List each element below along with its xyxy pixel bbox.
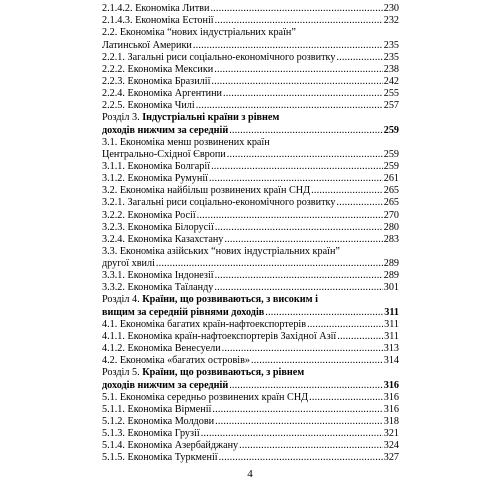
toc-entry-label: Індустріальні країни з рівнем xyxy=(142,112,280,124)
toc-page-number: 242 xyxy=(383,75,399,87)
toc-entry-label: 4.1. Економіка багатих країн-нафтоекспортерів xyxy=(102,318,307,330)
toc-page-number: 311 xyxy=(384,318,399,330)
toc-entry-label: 3.3. Економіка азійських “нових індустріальних країн” xyxy=(102,245,340,257)
toc-entry xyxy=(102,234,399,246)
toc-entry xyxy=(102,440,399,452)
dot-leader xyxy=(156,258,383,270)
toc-entry-label: 5.1.5. Економіка Туркменії xyxy=(102,452,218,464)
dot-leader xyxy=(214,282,382,294)
toc-entry-label: 2.1.4.2. Економіка Литви xyxy=(102,3,210,15)
dot-leader xyxy=(336,52,382,64)
toc-entry-label: 3.2.1. Загальні риси соціально-економічного розвитку xyxy=(102,197,336,209)
dot-leader xyxy=(215,416,383,428)
toc-entry xyxy=(102,209,399,221)
toc-chapter-heading xyxy=(102,367,399,379)
toc-entry-label: Центрально-Східної Європи xyxy=(102,148,226,160)
dot-leader xyxy=(215,15,383,27)
dot-leader xyxy=(307,319,383,331)
toc-page-number: 313 xyxy=(383,343,399,355)
toc-entry-label: вищим за середній рівнями доходів xyxy=(102,306,265,318)
toc-page-number: 235 xyxy=(383,39,399,51)
toc-chapter-prefix: Розділ 3. xyxy=(102,112,143,124)
toc-page-number: 259 xyxy=(383,124,399,136)
toc-page-number: 235 xyxy=(383,51,399,63)
toc-entry xyxy=(102,331,399,343)
dot-leader xyxy=(239,440,383,452)
toc-entry-label: 3.1. Економіка менш розвинених країн xyxy=(102,136,270,148)
toc-page-number: 265 xyxy=(383,185,399,197)
toc-entry xyxy=(102,173,399,185)
dot-leader xyxy=(211,161,383,173)
toc-chapter-heading xyxy=(102,294,399,306)
toc-page-number: 270 xyxy=(383,209,399,221)
toc-page-number: 259 xyxy=(383,148,399,160)
toc-page-number: 265 xyxy=(383,197,399,209)
toc-entry-label: Країни, що розвиваються, з високим і xyxy=(142,294,318,306)
toc-section-heading xyxy=(102,246,399,258)
dot-leader xyxy=(265,307,383,319)
toc-page-number: 316 xyxy=(383,403,399,415)
toc-page-number: 311 xyxy=(384,330,399,342)
toc-entry xyxy=(102,258,399,270)
toc-section-heading xyxy=(102,27,399,39)
toc-entry-label: 5.1.3. Економіка Грузії xyxy=(102,428,200,440)
toc-entry-label: 2.1.4.3. Економіка Естонії xyxy=(102,15,214,27)
toc-entry-label: Латинської Америки xyxy=(102,39,192,51)
toc-entry xyxy=(102,149,399,161)
toc-page-number: 238 xyxy=(383,63,399,75)
toc-page-number: 255 xyxy=(383,88,399,100)
toc-entry-label: 3.2.2. Економіка Росії xyxy=(102,209,196,221)
toc-page-number: 230 xyxy=(383,3,399,15)
dot-leader xyxy=(219,452,383,464)
dot-leader xyxy=(214,64,382,76)
dot-leader xyxy=(229,380,383,392)
toc-entry xyxy=(102,428,399,440)
toc-page-number: 232 xyxy=(383,15,399,27)
toc-chapter-heading xyxy=(102,112,399,124)
toc-entry-label: 3.1.2. Економіка Румунії xyxy=(102,173,208,185)
toc-page-number: 318 xyxy=(383,415,399,427)
toc-entry-label: другої хвилі xyxy=(102,258,155,270)
toc-page-number: 257 xyxy=(383,100,399,112)
dot-leader xyxy=(223,88,383,100)
toc-entry xyxy=(102,76,399,88)
toc-entry-label: 4.2. Економіка «багатих островів» xyxy=(102,355,251,367)
toc-entry xyxy=(102,270,399,282)
toc-entry-label: 3.2.3. Економіка Білорусії xyxy=(102,221,214,233)
toc-entry-label: 4.1.2. Економіка Венесуели xyxy=(102,343,221,355)
toc-entry-label: Країни, що розвиваються, з рівнем xyxy=(142,367,305,379)
toc-page-number: 289 xyxy=(383,270,399,282)
dot-leader xyxy=(211,76,382,88)
toc-entry-label: 3.1.1. Економіка Болгарії xyxy=(102,160,211,172)
toc-entry xyxy=(102,88,399,100)
toc-page-number: 324 xyxy=(383,440,399,452)
toc-entry xyxy=(102,64,399,76)
toc-entry-label: 5.1. Економіка середньо розвинених країн СНД xyxy=(102,391,309,403)
dot-leader xyxy=(193,40,383,52)
toc-entry-label: доходів нижчим за середній xyxy=(102,124,229,136)
dot-leader xyxy=(229,125,383,137)
dot-leader xyxy=(311,185,383,197)
toc-page-number: 327 xyxy=(383,452,399,464)
toc-entry-label: 5.1.2. Економіка Молдови xyxy=(102,415,215,427)
dot-leader xyxy=(337,331,383,343)
toc-entry xyxy=(102,307,399,319)
dot-leader xyxy=(336,197,382,209)
toc-section-heading xyxy=(102,137,399,149)
dot-leader xyxy=(212,404,382,416)
dot-leader xyxy=(215,270,383,282)
page-number: 4 xyxy=(247,468,253,480)
toc-page-number: 259 xyxy=(383,160,399,172)
toc-chapter-prefix: Розділ 5. xyxy=(102,367,143,379)
dot-leader xyxy=(224,234,382,246)
toc-page-number: 261 xyxy=(383,173,399,185)
dot-leader xyxy=(210,3,382,15)
dot-leader xyxy=(197,210,383,222)
toc-entry xyxy=(102,319,399,331)
toc-entry xyxy=(102,3,399,15)
toc-entry xyxy=(102,355,399,367)
toc-entry xyxy=(102,452,399,464)
dot-leader xyxy=(209,173,383,185)
table-of-contents xyxy=(102,3,399,464)
toc-page-number: 289 xyxy=(383,258,399,270)
toc-page-number: 301 xyxy=(383,282,399,294)
toc-entry-label: 2.2.3. Економіка Бразилії xyxy=(102,75,211,87)
dot-leader xyxy=(215,222,383,234)
toc-page-number: 280 xyxy=(383,221,399,233)
toc-page-number: 321 xyxy=(383,428,399,440)
toc-entry xyxy=(102,222,399,234)
dot-leader xyxy=(222,343,383,355)
toc-entry-label: 3.2. Економіка найбільш розвинених країн СНД xyxy=(102,185,311,197)
toc-entry-label: 5.1.4. Економіка Азербайджану xyxy=(102,440,239,452)
toc-entry-label: 4.1.1. Економіка країн-нафтоекспортерів Західної Азії xyxy=(102,330,337,342)
toc-entry-label: доходів нижчим за середній xyxy=(102,379,229,391)
toc-page-number: 316 xyxy=(383,391,399,403)
toc-entry xyxy=(102,392,399,404)
dot-leader xyxy=(251,355,383,367)
dot-leader xyxy=(196,100,383,112)
toc-entry-label: 2.2.5. Економіка Чилі xyxy=(102,100,195,112)
toc-entry xyxy=(102,379,399,391)
toc-page-number: 314 xyxy=(383,355,399,367)
toc-entry-label: 3.3.2. Економіка Таїланду xyxy=(102,282,214,294)
toc-entry-label: 2.2.4. Економіка Аргентини xyxy=(102,88,222,100)
dot-leader xyxy=(201,428,383,440)
toc-entry xyxy=(102,404,399,416)
toc-chapter-prefix: Розділ 4. xyxy=(102,294,143,306)
toc-entry-label: 2.2.1. Загальні риси соціально-економічного розвитку xyxy=(102,51,336,63)
toc-entry xyxy=(102,416,399,428)
toc-page-number: 283 xyxy=(383,233,399,245)
toc-entry xyxy=(102,100,399,112)
toc-entry xyxy=(102,39,399,51)
dot-leader xyxy=(227,149,383,161)
toc-entry-label: 3.3.1. Економіка Індонезії xyxy=(102,270,214,282)
toc-page-number: 311 xyxy=(384,306,399,318)
toc-entry xyxy=(102,282,399,294)
toc-entry xyxy=(102,15,399,27)
toc-entry xyxy=(102,197,399,209)
toc-entry xyxy=(102,124,399,136)
toc-entry xyxy=(102,343,399,355)
toc-entry xyxy=(102,161,399,173)
toc-page-number: 316 xyxy=(383,379,399,391)
toc-entry xyxy=(102,52,399,64)
toc-entry xyxy=(102,185,399,197)
toc-entry-label: 2.2.2. Економіка Мексики xyxy=(102,63,214,75)
toc-entry-label: 5.1.1. Економіка Вірменії xyxy=(102,403,212,415)
toc-entry-label: 3.2.4. Економіка Казахстану xyxy=(102,233,224,245)
dot-leader xyxy=(309,392,383,404)
toc-entry-label: 2.2. Економіка “нових індустріальних країн” xyxy=(102,27,296,39)
